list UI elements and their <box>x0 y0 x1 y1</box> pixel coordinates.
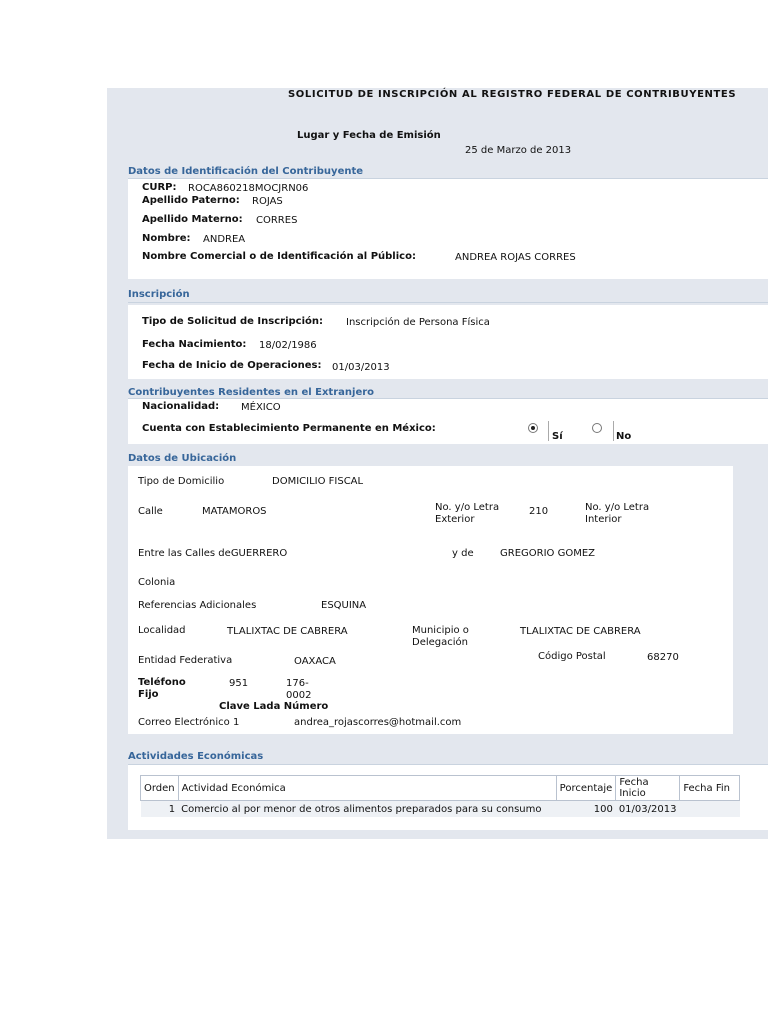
emision-label: Lugar y Fecha de Emisión <box>297 130 441 141</box>
codigo-postal-label: Código Postal <box>538 651 606 662</box>
table-row <box>141 801 740 818</box>
column-header-orden: Orden <box>141 776 179 801</box>
cell-porcentaje: 100 <box>556 801 616 818</box>
inicio-operaciones-label: Fecha de Inicio de Operaciones: <box>142 360 322 371</box>
comercial-label: Nombre Comercial o de Identificación al Público: <box>142 251 416 262</box>
extranjero-panel <box>128 399 768 444</box>
referencias-label: Referencias Adicionales <box>138 600 257 611</box>
radio-divider <box>548 421 549 441</box>
identificacion-panel <box>128 179 768 279</box>
cell-fecha-inicio: 01/03/2013 <box>616 801 680 818</box>
table-header-row <box>141 776 740 801</box>
paterno-label: Apellido Paterno: <box>142 195 240 206</box>
municipio-label-1: Municipio o <box>412 625 469 636</box>
entidad-label: Entidad Federativa <box>138 655 233 666</box>
entre-calles-value: GUERRERO <box>230 548 288 559</box>
cell-orden: 1 <box>141 801 179 818</box>
localidad-value: TLALIXTAC DE CABRERA <box>227 626 348 637</box>
tipo-solicitud-label: Tipo de Solicitud de Inscripción: <box>142 316 324 327</box>
radio-no-label: No <box>616 431 632 442</box>
radio-si-label: Sí <box>552 431 563 442</box>
interior-label-1: No. y/o Letra <box>585 502 650 513</box>
comercial-value: ANDREA ROJAS CORRES <box>455 252 576 263</box>
tipo-domicilio-value: DOMICILIO FISCAL <box>272 476 364 487</box>
cell-actividad: Comercio al por menor de otros alimentos preparados para su consumo <box>178 801 556 818</box>
calle-value: MATAMOROS <box>202 506 267 517</box>
nacimiento-label: Fecha Nacimiento: <box>142 339 247 350</box>
exterior-value: 210 <box>529 506 549 517</box>
colonia-label: Colonia <box>138 577 176 588</box>
section-extranjero: Contribuyentes Residentes en el Extranjero <box>128 387 375 398</box>
referencias-value: ESQUINA <box>321 600 367 611</box>
materno-value: CORRES <box>256 215 298 226</box>
tipo-solicitud-value: Inscripción de Persona Física <box>346 317 490 328</box>
radio-divider <box>613 421 614 441</box>
correo-value: andrea_rojascorres@hotmail.com <box>294 717 462 728</box>
exterior-label-2: Exterior <box>435 514 475 525</box>
nacimiento-value: 18/02/1986 <box>259 340 317 351</box>
section-identificacion: Datos de Identificación del Contribuyente <box>128 166 364 177</box>
radio-no[interactable] <box>592 423 602 433</box>
cell-fecha-fin <box>680 801 740 818</box>
inicio-operaciones-value: 01/03/2013 <box>332 362 390 373</box>
localidad-label: Localidad <box>138 625 186 636</box>
telefono-label-2: Fijo <box>138 689 159 700</box>
municipio-value: TLALIXTAC DE CABRERA <box>520 626 641 637</box>
nacionalidad-label: Nacionalidad: <box>142 401 220 412</box>
materno-label: Apellido Materno: <box>142 214 243 225</box>
curp-value: ROCA860218MOCJRN06 <box>188 183 309 194</box>
nombre-label: Nombre: <box>142 233 191 244</box>
section-divider <box>128 302 768 303</box>
exterior-label-1: No. y/o Letra <box>435 502 500 513</box>
actividades-table <box>140 775 740 817</box>
y-de-value: GREGORIO GOMEZ <box>500 548 595 559</box>
establecimiento-label: Cuenta con Establecimiento Permanente en México: <box>142 423 436 434</box>
curp-label: CURP: <box>142 182 177 193</box>
numero-value-2: 0002 <box>286 690 312 701</box>
document-title: SOLICITUD DE INSCRIPCIÓN AL REGISTRO FEDERAL DE CONTRIBUYENTES <box>288 89 737 100</box>
section-inscripcion: Inscripción <box>128 289 190 300</box>
radio-si[interactable] <box>528 423 538 433</box>
emision-value: 25 de Marzo de 2013 <box>465 145 572 156</box>
telefono-label-1: Teléfono <box>138 677 186 688</box>
lada-value: 951 <box>229 678 249 689</box>
entre-calles <box>138 548 287 559</box>
entidad-value: OAXACA <box>294 656 336 667</box>
nacionalidad-value: MÉXICO <box>241 402 281 413</box>
correo-label: Correo Electrónico 1 <box>138 717 240 728</box>
tipo-domicilio-label: Tipo de Domicilio <box>138 476 225 487</box>
column-header-fecha-fin: Fecha Fin <box>680 776 740 801</box>
numero-value-1: 176- <box>286 678 309 689</box>
interior-label-2: Interior <box>585 514 622 525</box>
column-header-actividad: Actividad Económica <box>178 776 556 801</box>
calle-label: Calle <box>138 506 163 517</box>
column-header-fecha-inicio: Fecha Inicio <box>616 776 680 801</box>
clave-lada-label: Clave Lada Número <box>219 701 329 712</box>
nombre-value: ANDREA <box>203 234 246 245</box>
column-header-porcentaje: Porcentaje <box>556 776 616 801</box>
municipio-label-2: Delegación <box>412 637 468 648</box>
section-ubicacion: Datos de Ubicación <box>128 453 237 464</box>
entre-calles-label: Entre las Calles de <box>138 548 231 559</box>
y-de-label: y de <box>452 548 474 559</box>
paterno-value: ROJAS <box>252 196 283 207</box>
codigo-postal-value: 68270 <box>647 652 679 663</box>
section-actividades: Actividades Económicas <box>128 751 264 762</box>
